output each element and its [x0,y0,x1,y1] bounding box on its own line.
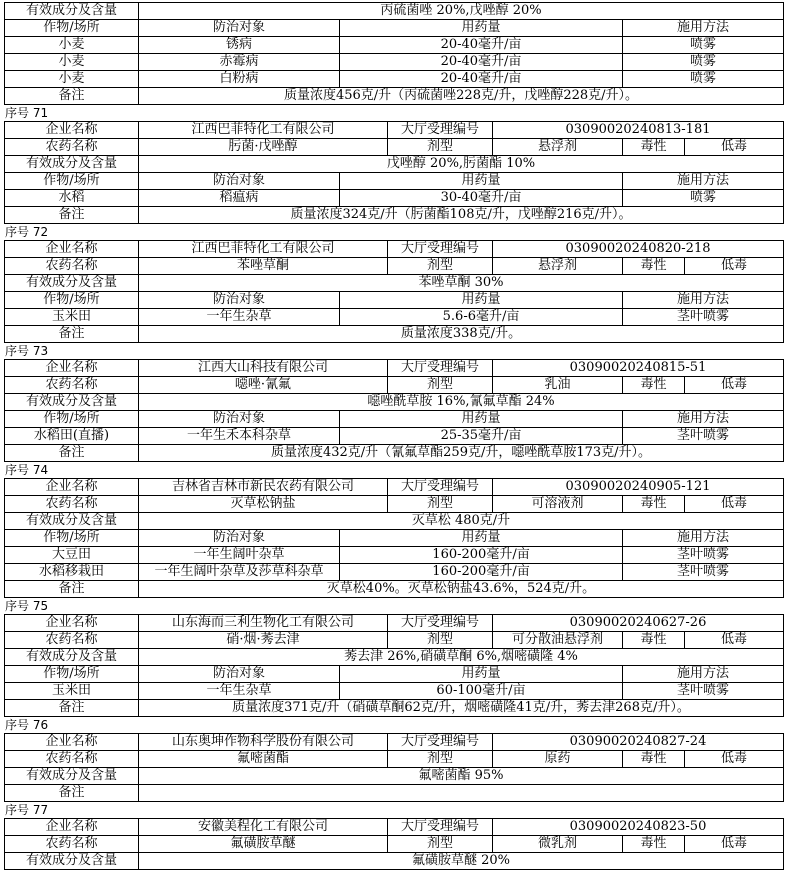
form-label: 剂型 [387,258,492,274]
ingredient-label: 有效成分及含量 [4,394,138,410]
method-cell: 茎叶喷雾 [622,564,784,580]
crop-header: 作物/场所 [4,20,138,36]
usage-row [4,546,784,563]
sequence-number: 序号 71 [5,106,49,120]
target-header: 防治对象 [138,292,339,308]
toxicity-label: 毒性 [622,836,684,852]
method-header: 施用方法 [622,666,784,682]
usage-header-row [4,19,784,36]
target-cell: 白粉病 [138,71,339,87]
form-value: 悬浮剂 [492,139,622,155]
company-label: 企业名称 [4,122,138,138]
toxicity-value: 低毒 [684,496,784,512]
target-cell: 一年生杂草 [138,309,339,325]
method-cell: 喷雾 [622,190,784,206]
remark-row [4,784,784,801]
remark-label: 备注 [4,700,138,716]
crop-cell: 小麦 [4,71,138,87]
sequence-row [4,223,784,240]
usage-row [4,189,784,206]
ingredient-row [4,155,784,172]
pesticide-value: 氟嘧菌酯 [138,751,387,767]
ingredient-row [4,512,784,529]
form-value: 悬浮剂 [492,258,622,274]
company-label: 企业名称 [4,615,138,631]
usage-header-row [4,291,784,308]
pesticide-label: 农药名称 [4,751,138,767]
hall-no-value: 03090020240813-181 [492,122,784,138]
table-bottom-border [4,869,784,870]
company-label: 企业名称 [4,360,138,376]
company-label: 企业名称 [4,819,138,835]
ingredient-value: 氟磺胺草醚 20% [138,853,784,869]
usage-row [4,53,784,70]
crop-header: 作物/场所 [4,666,138,682]
form-label: 剂型 [387,632,492,648]
method-header: 施用方法 [622,292,784,308]
hall-no-label: 大厅受理编号 [387,734,492,750]
target-header: 防治对象 [138,20,339,36]
toxicity-value: 低毒 [684,377,784,393]
method-cell: 茎叶喷雾 [622,683,784,699]
toxicity-label: 毒性 [622,377,684,393]
target-cell: 一年生杂草 [138,683,339,699]
crop-cell: 大豆田 [4,547,138,563]
hall-no-label: 大厅受理编号 [387,819,492,835]
crop-cell: 水稻移栽田 [4,564,138,580]
dosage-header: 用药量 [339,411,622,427]
remark-value: 质量浓度432克/升（氰氟草酯259克/升，噁唑酰草胺173克/升）。 [138,445,784,461]
pesticide-value: 氟磺胺草醚 [138,836,387,852]
pesticide-value: 硝·烟·莠去津 [138,632,387,648]
pesticide-label: 农药名称 [4,139,138,155]
sequence-row [4,801,784,818]
company-row [4,733,784,750]
form-value: 微乳剂 [492,836,622,852]
company-row [4,614,784,631]
ingredient-label: 有效成分及含量 [4,156,138,172]
company-row [4,121,784,138]
pesticide-value: 噁唑·氰氟 [138,377,387,393]
toxicity-value: 低毒 [684,632,784,648]
sequence-row [4,104,784,121]
crop-cell: 玉米田 [4,683,138,699]
company-label: 企业名称 [4,734,138,750]
company-label: 企业名称 [4,479,138,495]
form-value: 可分散油悬浮剂 [492,632,622,648]
ingredient-value: 灭草松 480克/升 [138,513,784,529]
form-value: 原药 [492,751,622,767]
company-value: 山东海而三利生物化工有限公司 [138,615,387,631]
method-cell: 茎叶喷雾 [622,547,784,563]
crop-cell: 小麦 [4,54,138,70]
usage-row [4,563,784,580]
usage-row [4,427,784,444]
ingredient-value: 噁唑酰草胺 16%,氰氟草酯 24% [138,394,784,410]
dosage-cell: 5.6-6毫升/亩 [339,309,622,325]
crop-header: 作物/场所 [4,411,138,427]
remark-label: 备注 [4,88,138,104]
form-value: 乳油 [492,377,622,393]
sequence-number: 序号 76 [5,718,49,732]
dosage-cell: 160-200毫升/亩 [339,564,622,580]
sequence-row [4,461,784,478]
sequence-number: 序号 72 [5,225,49,239]
dosage-header: 用药量 [339,173,622,189]
crop-cell: 水稻田(直播) [4,428,138,444]
form-label: 剂型 [387,496,492,512]
remark-row [4,206,784,223]
crop-cell: 玉米田 [4,309,138,325]
ingredient-value: 戊唑醇 20%,肟菌酯 10% [138,156,784,172]
target-cell: 一年生阔叶杂草 [138,547,339,563]
ingredient-value: 氟嘧菌酯 95% [138,768,784,784]
hall-no-value: 03090020240627-26 [492,615,784,631]
ingredient-row [4,274,784,291]
form-label: 剂型 [387,836,492,852]
toxicity-value: 低毒 [684,751,784,767]
company-value: 吉林省吉林市新民农药有限公司 [138,479,387,495]
method-header: 施用方法 [622,173,784,189]
dosage-header: 用药量 [339,20,622,36]
usage-row [4,682,784,699]
pesticide-row [4,835,784,852]
sequence-row [4,597,784,614]
dosage-cell: 160-200毫升/亩 [339,547,622,563]
ingredient-label: 有效成分及含量 [4,513,138,529]
ingredient-label: 有效成分及含量 [4,275,138,291]
ingredient-row [4,393,784,410]
toxicity-value: 低毒 [684,836,784,852]
remark-row [4,699,784,716]
pesticide-row [4,631,784,648]
remark-label: 备注 [4,581,138,597]
pesticide-value: 苯唑草酮 [138,258,387,274]
company-value: 安徽美程化工有限公司 [138,819,387,835]
sequence-row [4,716,784,733]
dosage-cell: 60-100毫升/亩 [339,683,622,699]
remark-value: 质量浓度371克/升（硝磺草酮62克/升，烟嘧磺隆41克/升，莠去津268克/升）。 [138,700,784,716]
usage-header-row [4,172,784,189]
remark-value: 质量浓度324克/升（肟菌酯108克/升，戊唑醇216克/升）。 [138,207,784,223]
ingredient-value: 丙硫菌唑 20%,戊唑醇 20% [138,3,784,19]
ingredient-value: 苯唑草酮 30% [138,275,784,291]
hall-no-label: 大厅受理编号 [387,241,492,257]
method-cell: 茎叶喷雾 [622,309,784,325]
sequence-row [4,342,784,359]
target-header: 防治对象 [138,173,339,189]
pesticide-row [4,376,784,393]
pesticide-label: 农药名称 [4,836,138,852]
toxicity-value: 低毒 [684,139,784,155]
toxicity-label: 毒性 [622,751,684,767]
ingredient-label: 有效成分及含量 [4,853,138,869]
company-label: 企业名称 [4,241,138,257]
hall-no-label: 大厅受理编号 [387,615,492,631]
pesticide-label: 农药名称 [4,632,138,648]
target-cell: 一年生阔叶杂草及莎草科杂草 [138,564,339,580]
pesticide-row [4,495,784,512]
remark-label: 备注 [4,207,138,223]
sequence-number: 序号 75 [5,599,49,613]
target-header: 防治对象 [138,530,339,546]
dosage-cell: 20-40毫升/亩 [339,71,622,87]
remark-value: 质量浓度456克/升（丙硫菌唑228克/升，戊唑醇228克/升）。 [138,88,784,104]
crop-header: 作物/场所 [4,173,138,189]
form-label: 剂型 [387,139,492,155]
ingredient-value: 莠去津 26%,硝磺草酮 6%,烟嘧磺隆 4% [138,649,784,665]
toxicity-value: 低毒 [684,258,784,274]
usage-header-row [4,529,784,546]
company-row [4,478,784,495]
hall-no-label: 大厅受理编号 [387,360,492,376]
company-value: 江西巴菲特化工有限公司 [138,241,387,257]
crop-header: 作物/场所 [4,530,138,546]
remark-row [4,87,784,104]
pesticide-row [4,257,784,274]
ingredient-label: 有效成分及含量 [4,768,138,784]
dosage-cell: 30-40毫升/亩 [339,190,622,206]
pesticide-row [4,750,784,767]
target-cell: 一年生禾本科杂草 [138,428,339,444]
target-cell: 稻瘟病 [138,190,339,206]
pesticide-label: 农药名称 [4,496,138,512]
company-row [4,818,784,835]
toxicity-label: 毒性 [622,258,684,274]
toxicity-label: 毒性 [622,496,684,512]
hall-no-label: 大厅受理编号 [387,479,492,495]
method-header: 施用方法 [622,411,784,427]
ingredient-label: 有效成分及含量 [4,3,138,19]
toxicity-label: 毒性 [622,632,684,648]
target-cell: 赤霉病 [138,54,339,70]
crop-header: 作物/场所 [4,292,138,308]
hall-no-value: 03090020240905-121 [492,479,784,495]
hall-no-value: 03090020240823-50 [492,819,784,835]
company-value: 江西大山科技有限公司 [138,360,387,376]
form-label: 剂型 [387,751,492,767]
remark-row [4,580,784,597]
pesticide-value: 肟菌·戊唑醇 [138,139,387,155]
dosage-cell: 20-40毫升/亩 [339,37,622,53]
form-label: 剂型 [387,377,492,393]
company-value: 江西巴菲特化工有限公司 [138,122,387,138]
hall-no-value: 03090020240827-24 [492,734,784,750]
toxicity-label: 毒性 [622,139,684,155]
remark-value [138,785,784,801]
method-cell: 喷雾 [622,71,784,87]
remark-label: 备注 [4,445,138,461]
pesticide-row [4,138,784,155]
dosage-header: 用药量 [339,292,622,308]
ingredient-label: 有效成分及含量 [4,649,138,665]
remark-row [4,325,784,342]
remark-value: 质量浓度338克/升。 [138,326,784,342]
remark-value: 灭草松40%。灭草松钠盐43.6%，524克/升。 [138,581,784,597]
usage-row [4,36,784,53]
sequence-number: 序号 77 [5,803,49,817]
hall-no-label: 大厅受理编号 [387,122,492,138]
hall-no-value: 03090020240820-218 [492,241,784,257]
remark-row [4,444,784,461]
hall-no-value: 03090020240815-51 [492,360,784,376]
remark-label: 备注 [4,785,138,801]
usage-header-row [4,410,784,427]
method-cell: 喷雾 [622,37,784,53]
ingredient-row [4,648,784,665]
sequence-number: 序号 73 [5,344,49,358]
crop-cell: 小麦 [4,37,138,53]
usage-row [4,308,784,325]
method-cell: 茎叶喷雾 [622,428,784,444]
ingredient-row [4,767,784,784]
pesticide-label: 农药名称 [4,377,138,393]
target-header: 防治对象 [138,666,339,682]
ingredient-row [4,852,784,869]
target-header: 防治对象 [138,411,339,427]
company-row [4,359,784,376]
ingredient-row [4,2,784,19]
usage-row [4,70,784,87]
sequence-number: 序号 74 [5,463,49,477]
company-value: 山东奥坤作物科学股份有限公司 [138,734,387,750]
usage-header-row [4,665,784,682]
pesticide-label: 农药名称 [4,258,138,274]
dosage-cell: 25-35毫升/亩 [339,428,622,444]
company-row [4,240,784,257]
method-cell: 喷雾 [622,54,784,70]
remark-label: 备注 [4,326,138,342]
method-header: 施用方法 [622,530,784,546]
method-header: 施用方法 [622,20,784,36]
crop-cell: 水稻 [4,190,138,206]
pesticide-value: 灭草松钠盐 [138,496,387,512]
dosage-header: 用药量 [339,530,622,546]
dosage-cell: 20-40毫升/亩 [339,54,622,70]
dosage-header: 用药量 [339,666,622,682]
form-value: 可溶液剂 [492,496,622,512]
target-cell: 锈病 [138,37,339,53]
